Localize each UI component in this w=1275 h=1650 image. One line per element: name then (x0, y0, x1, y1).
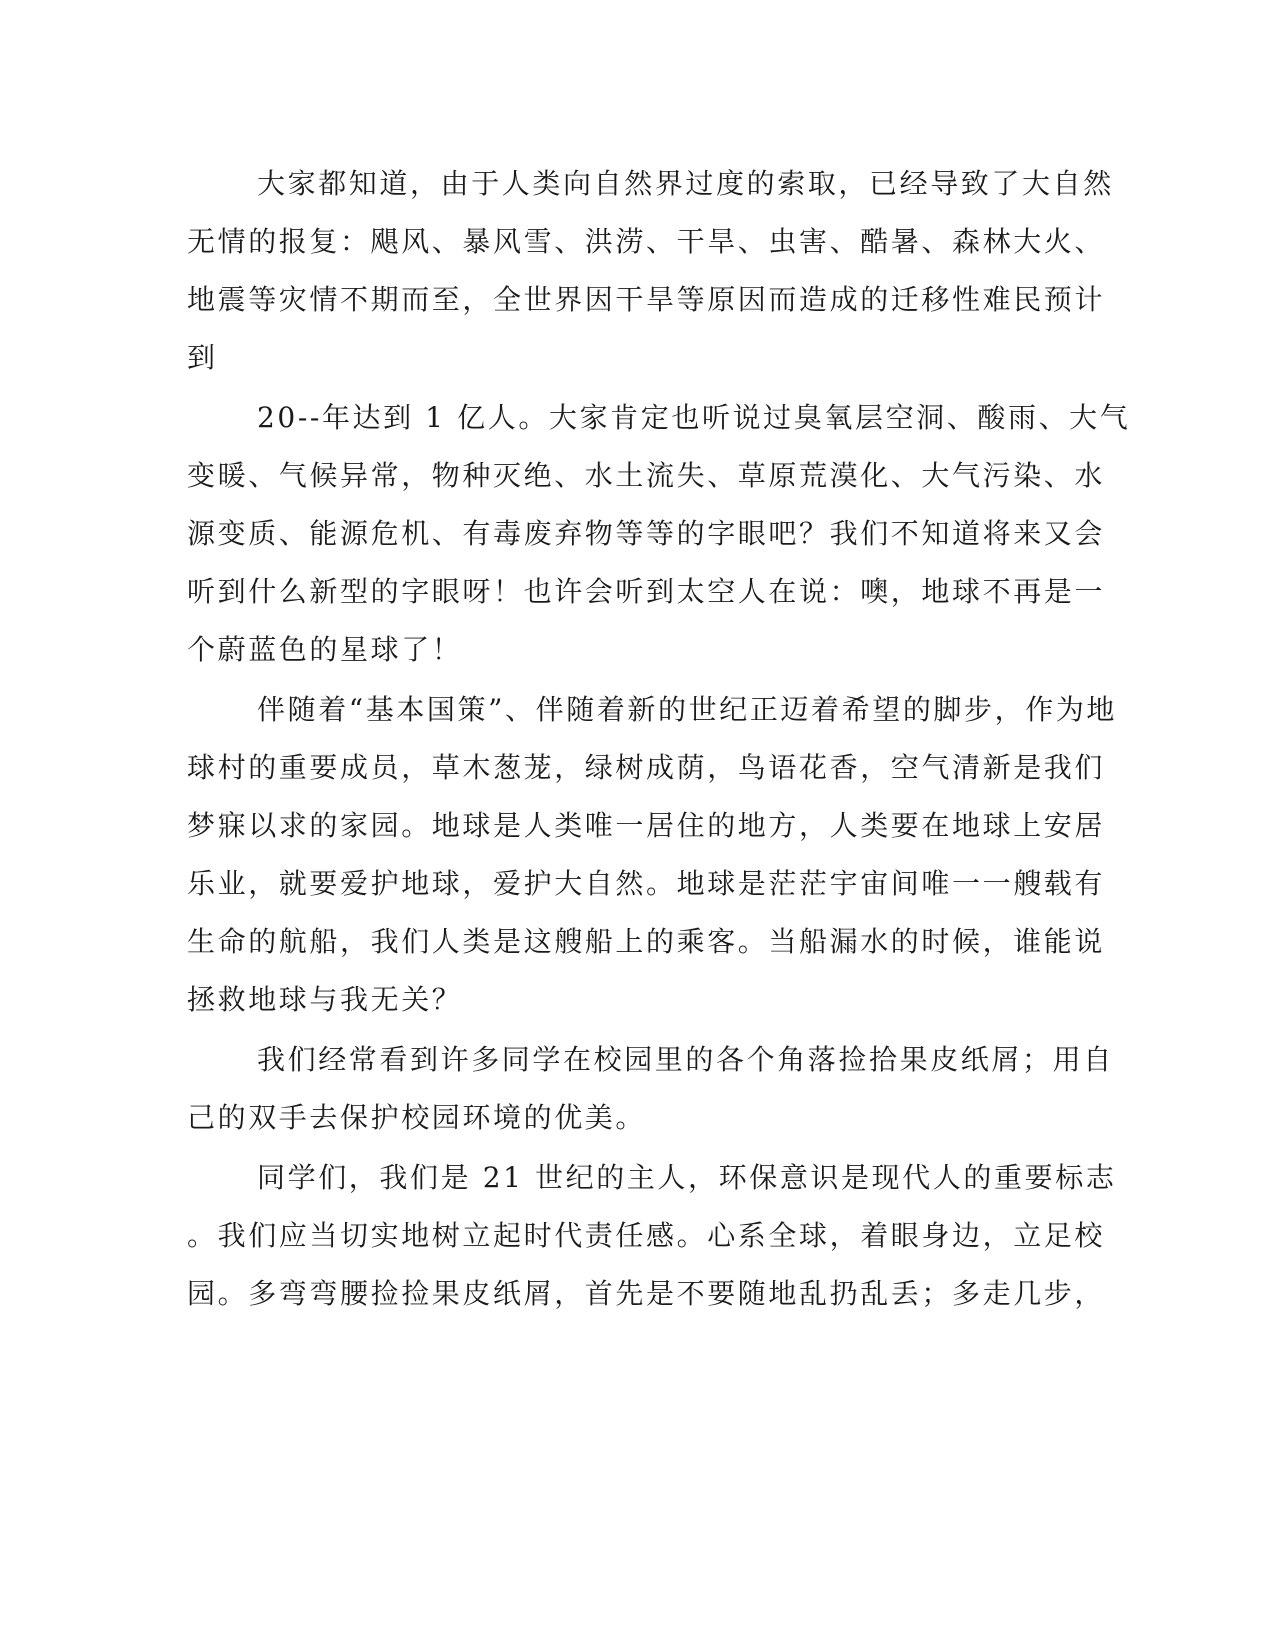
text-line: 己的双手去保护校园环境的优美。 (187, 1101, 647, 1134)
text-line: 梦寐以求的家园。地球是人类唯一居住的地方，人类要在地球上安居 (187, 809, 1106, 842)
text-line: 。我们应当切实地树立起时代责任感。心系全球，着眼身边，立足校 (187, 1219, 1106, 1252)
text-line: 拯救地球与我无关？ (187, 983, 463, 1016)
text-line: 乐业，就要爱护地球，爱护大自然。地球是茫茫宇宙间唯一一艘载有 (187, 867, 1106, 900)
text-line: 地震等灾情不期而至，全世界因干旱等原因而造成的迁移性难民预计 (187, 283, 1106, 316)
text-line: 同学们，我们是 21 世纪的主人，环保意识是现代人的重要标志 (257, 1161, 1117, 1194)
text-line: 无情的报复：飓风、暴风雪、洪涝、干旱、虫害、酷暑、森林大火、 (187, 225, 1106, 258)
text-line: 伴随着“基本国策”、伴随着新的世纪正迈着希望的脚步，作为地 (257, 693, 1118, 726)
text-line: 20--年达到 1 亿人。大家肯定也听说过臭氧层空洞、酸雨、大气 (257, 401, 1131, 434)
text-line: 我们经常看到许多同学在校园里的各个角落捡拾果皮纸屑；用自 (257, 1043, 1114, 1076)
text-line: 生命的航船，我们人类是这艘船上的乘客。当船漏水的时候，谁能说 (187, 925, 1106, 958)
text-line: 园。多弯弯腰捡捡果皮纸屑，首先是不要随地乱扔乱丢；多走几步， (187, 1277, 1106, 1310)
text-line: 大家都知道，由于人类向自然界过度的索取，已经导致了大自然 (257, 167, 1114, 200)
text-line: 到 (187, 341, 218, 374)
text-line: 个蔚蓝色的星球了！ (187, 633, 463, 666)
text-line: 听到什么新型的字眼呀！也许会听到太空人在说：噢，地球不再是一 (187, 575, 1106, 608)
text-line: 球村的重要成员，草木葱茏，绿树成荫，鸟语花香，空气清新是我们 (187, 751, 1106, 784)
text-line: 变暖、气候异常，物种灭绝、水土流失、草原荒漠化、大气污染、水 (187, 459, 1106, 492)
text-line: 源变质、能源危机、有毒废弃物等等的字眼吧？我们不知道将来又会 (187, 517, 1106, 550)
